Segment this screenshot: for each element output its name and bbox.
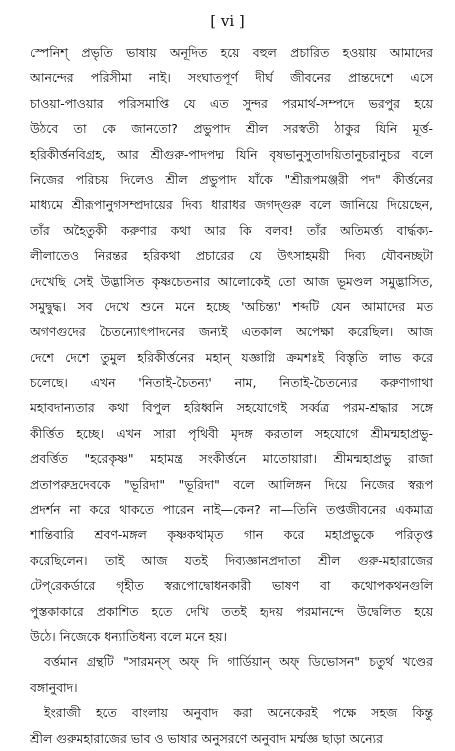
text-line: প্রতাপরুদ্রদেবকে "ভূরিদা" "ভূরিদা" বলে আলিঙ্গন দিয়ে নিজের স্বরূপ: [30, 476, 433, 492]
text-line: টেপ্‌রেকর্ডারে গৃহীত স্বরূপোদ্বোধনকারী ভাষণ বা কথোপকথনগুলি: [30, 578, 433, 594]
text-line: স্পেনিশ্‌ প্রভৃতি ভাষায় অনূদিত হয়ে বহুল প্রচারিত হওয়ায় আমাদের: [30, 45, 433, 60]
text-line: মাধ্যমে শ্রীরূপানুগসম্প্রদায়ের দিব্য ধারাধর জগদ্গুরু বলে জানিয়ে দিয়েছেন,: [30, 197, 433, 213]
text-line: উঠবে তা কে জানতো? প্রভুপাদ শ্রীল সরস্বতী ঠাকুর যিনি মূর্ত্ত-: [30, 121, 433, 137]
text-line: কীর্ত্তিত হচ্ছে। এখন সারা পৃথিবী মৃদঙ্গ করতাল সহযোগে শ্রীমন্মহাপ্রভু-: [30, 425, 433, 441]
text-line: লীলাতেও নিরন্তর হরিকথা প্রচারের যে উৎসাহময়ী দিব্য যৌবনচ্ছটা: [30, 248, 433, 264]
text-line: প্রদর্শন না করে থাকতে পারেন নাই—কেন? না—তিনি তপ্তজীবনের একমাত্র: [30, 502, 433, 518]
text-line: বর্ত্তমান গ্রন্থটি "সারমন্‌স্‌ অফ্‌ দি গার্ডিয়ান্‌ অফ্‌ ডিভোসন" চতুর্থ খণ্ডের: [44, 654, 433, 670]
text-line: উঠে। নিজেকে ধন্যাতিধন্য বলে মনে হয়।: [30, 628, 227, 644]
text-line: চলেছে। এখন 'নিতাই-চৈতন্য' নাম, নিতাই-চৈতন্যের করুণাগাথা: [30, 375, 433, 391]
text-line: অগণগুদের চৈতন্যোৎপাদনের জন্যই এতকাল অপেক্ষা করেছিল। আজ: [30, 324, 433, 340]
text-line: চাওয়া-পাওয়ার পরিসমাপ্তি যে এত সুন্দর পরমার্থ-সম্পদে ভরপুর হয়ে: [30, 95, 433, 111]
page-number: [ vi ]: [210, 12, 245, 30]
text-line: তাঁর অহৈতুকী করুণার কথা আর কি বলব! তাঁর অতিমর্ত্ত্য বার্দ্ধক্য-: [30, 222, 433, 238]
text-line: পুস্তকাকারে প্রকাশিত হতে দেখি ততই হৃদয় পরমানন্দে উদ্বেলিত হয়ে: [30, 603, 433, 619]
text-line: ইংরাজী হতে বাংলায় অনুবাদ করা অনেকেরই পক্ষে সহজ কিন্তু: [44, 705, 433, 721]
text-line: হরিকীর্ত্তনবিগ্রহ, আর শ্রীগুরু-পাদপদ্ম যিনি বৃষভানুসুতাদয়িতানুচরানুচর বলে: [30, 146, 433, 162]
text-line: নিজের পরিচয় দিলেও শ্রীল প্রভুপাদ যাঁকে "শ্রীরূপমঞ্জরী পদ" কীর্ত্তনের: [30, 171, 433, 187]
text-line: আনন্দের পরিসীমা নাই। সংঘাতপূর্ণ দীর্ঘ জীবনের প্রান্তদেশে এসে: [30, 70, 433, 86]
text-line: প্রবর্ত্তিত "হরেকৃষ্ণ" মহামন্ত্র সংকীর্ত্তনে মাতোয়ারা। শ্রীমন্মহাপ্রভু রাজা: [30, 451, 433, 467]
text-line: করেছিলেন। তাই আজ যতই দিব্যজ্ঞানপ্রদাতা শ্রীল গুরু-মহারাজের: [30, 552, 433, 568]
text-line: দেখেছি সেই উদ্ভাসিত কৃষ্ণচেতনার আলোকেই তো আজ ভূমণ্ডল সমুদ্ভাসিত,: [30, 273, 433, 289]
text-line: বঙ্গানুবাদ।: [30, 679, 78, 695]
text-line: সমুদ্বুদ্ধ। সব দেখে শুনে মনে হচ্ছে 'অচিন্ত্য' শব্দটি যেন আমাদের মত: [30, 298, 433, 314]
text-line: মহাবদান্যতার কথা বিপুল হরিধ্বনি সহযোগেই সর্ব্বত্র পরম-শ্রদ্ধার সঙ্গে: [30, 400, 433, 416]
body-text: [30, 40, 433, 751]
text-line: শ্রীল গুরুমহারাজের ভাব ও ভাষার অনুসরণে অনুবাদ মর্ম্মজ্ঞ ছাড়া অন্যের: [30, 730, 383, 746]
text-line: শান্তিবারি শ্রবণ-মঙ্গল কৃষ্ণকথামৃত গান করে মহাপ্রভুকে পরিতৃপ্ত: [30, 527, 433, 543]
text-line: দেশে দেশে তুমুল হরিকীর্ত্তনের মহান্ যজ্ঞাগ্নি ক্রমশঃই বিস্তৃতি লাভ করে: [30, 349, 433, 365]
